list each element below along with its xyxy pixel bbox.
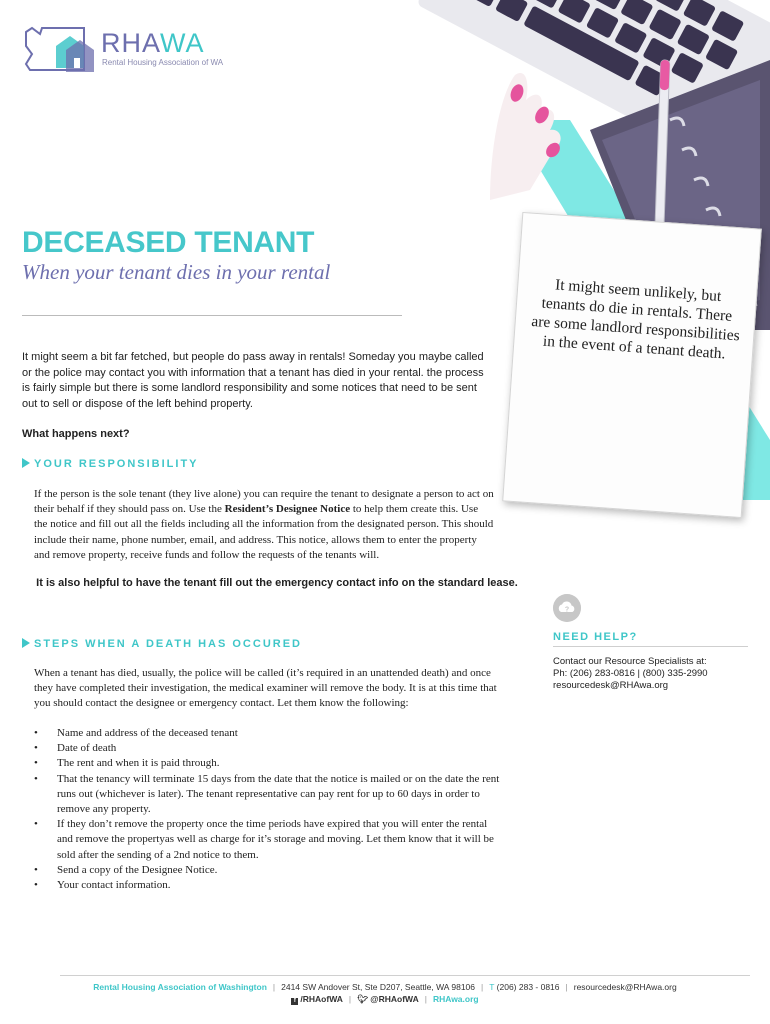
page-title: DECEASED TENANT	[22, 226, 315, 259]
help-email: resourcedesk@RHAwa.org	[553, 680, 669, 691]
list-item: • If they don’t remove the property once the time periods have expired that you will enter the rental and remove the propertyas well as charge for it’s storage and moving. Let them know that it will be sold after the sending of a 2nd notice to them.	[34, 817, 504, 863]
footer-divider	[60, 975, 750, 976]
need-help-contact: Contact our Resource Specialists at: Ph: (206) 283-0816 | (800) 335-2990 resourcedesk@RHAwa.org	[553, 656, 753, 692]
triangle-bullet-icon	[22, 638, 30, 648]
washington-state-icon	[22, 24, 100, 76]
page-subtitle: When your tenant dies in your rental	[22, 260, 331, 284]
title-divider	[22, 315, 402, 316]
footer-org-name: Rental Housing Association of Washington	[93, 982, 267, 992]
note-card	[502, 212, 762, 518]
footer-website-link[interactable]: RHAwa.org	[432, 994, 479, 1004]
designee-notice-reference: Resident’s Designee Notice	[224, 503, 351, 516]
footer-phone: (206) 283 - 0816	[496, 982, 560, 992]
list-item: • Send a copy of the Designee Notice.	[34, 863, 504, 878]
help-phone-numbers: Ph: (206) 283-0816 | (800) 335-2990	[553, 668, 708, 679]
list-item: • Name and address of the deceased tenant	[34, 726, 504, 741]
svg-text:?: ?	[564, 606, 570, 614]
footer-twitter-link[interactable]: @RHAofWA	[370, 994, 419, 1004]
footer-social-line: f /RHAofWA | 🐦︎ @RHAofWA | RHAwa.org	[0, 994, 770, 1005]
footer-address-line: Rental Housing Association of Washington | 2414 SW Andover St, Ste D207, Seattle, WA 98106 | T (206) 283 - 0816 | resourcedesk@RHAwa.org	[93, 982, 677, 992]
responsibility-heading: YOUR RESPONSIBILITY	[22, 458, 199, 470]
list-item: • Date of death	[34, 741, 504, 756]
triangle-bullet-icon	[22, 458, 30, 468]
responsibility-paragraph: If the person is the sole tenant (they live alone) you can require the tenant to designate a person to act on their behalf if they should pass on. Use the Resident’s Designee Notice to help them create this. Use the notice and fill out all the fields including all the information from the designated person. This should include their name, phone number, email, and address. This notice, allows them to enter the property and remove property, receive funds and follow the requests of the tenants will.	[34, 488, 494, 561]
need-help-divider	[553, 646, 748, 647]
helpful-tip: It is also helpful to have the tenant fill out the emergency contact info on the standard lease.	[36, 577, 518, 589]
need-help-heading: NEED HELP?	[553, 631, 638, 643]
facebook-icon: f	[291, 998, 298, 1005]
footer-email[interactable]: resourcedesk@RHAwa.org	[573, 982, 677, 992]
steps-list	[34, 726, 504, 893]
help-cloud-icon	[553, 594, 581, 622]
twitter-icon: 🐦︎	[357, 994, 368, 1004]
note-card-text: It might seem unlikely, but tenants do die in rentals. There are some landlord responsibilities in the event of a tenant death.	[530, 276, 741, 363]
steps-heading: STEPS WHEN A DEATH HAS OCCURED	[22, 638, 302, 650]
list-item: • That the tenancy will terminate 15 days from the date that the notice is mailed or on the date the rent runs out (whichever is later). The tenant representative can pay rent for up to 60 days in order to remove any property.	[34, 772, 504, 818]
list-item: • Your contact information.	[34, 878, 504, 893]
intro-paragraph: It might seem a bit far fetched, but people do pass away in rentals! Someday you maybe called or the police may contact you with information that a tenant has died in your rental. the process is fairly simple but there is some landlord responsibility and some notices that need to be sent out to sell or dispose of the left behind property.	[22, 351, 484, 410]
steps-paragraph: When a tenant has died, usually, the police will be called (it’s required in an unattended death) and once they have completed their investigation, the medical examiner will remove the body. It is at this time that you should contact the designee or emergency contact. Let them know the following:	[34, 667, 497, 710]
what-happens-heading: What happens next?	[22, 428, 130, 440]
logo-wordmark: RHAWA	[101, 28, 205, 58]
footer-address: 2414 SW Andover St, Ste D207, Seattle, WA 98106	[281, 982, 476, 992]
logo-subtitle: Rental Housing Association of WA	[102, 58, 224, 67]
rhawa-logo	[22, 22, 242, 77]
list-item: • The rent and when it is paid through.	[34, 756, 504, 771]
footer-facebook-link[interactable]: /RHAofWA	[300, 994, 343, 1004]
